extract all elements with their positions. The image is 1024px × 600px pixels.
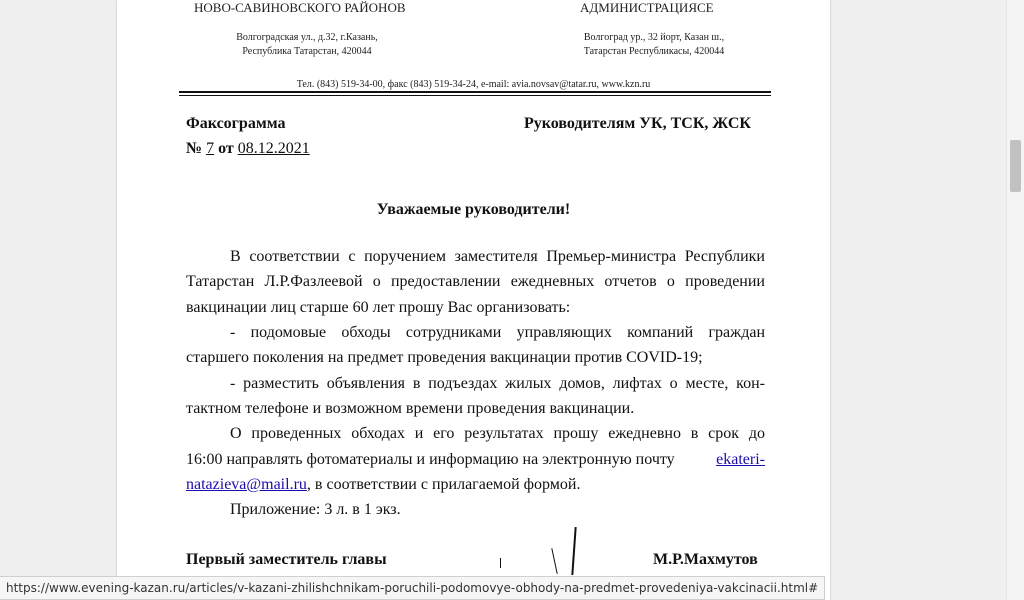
- address-right: [554, 31, 754, 59]
- greeting: Уважаемые руководители!: [376, 201, 571, 218]
- letterhead-contacts: Тел. (843) 519-34-00, факс (843) 519-34-24, e-mail: avia.novsav@tatar.ru, www.kzn.ru: [296, 79, 651, 90]
- attachment-note: Приложение: 3 л. в 1 экз.: [230, 501, 401, 518]
- document-page: [117, 0, 830, 600]
- fax-number: 7: [206, 140, 215, 157]
- paragraph-1-line-3: вакцинации лиц старше 60 лет прошу Вас организовать:: [186, 299, 571, 316]
- address-left: [207, 31, 407, 59]
- address-right-line-1: Волгоград ур., 32 йорт, Казан ш.,: [583, 32, 725, 43]
- signatory-position: Первый заместитель главы: [186, 551, 387, 568]
- fax-date-prefix: от: [218, 140, 234, 157]
- letterhead-org-right: АДМИНИСТРАЦИЯСЕ: [580, 0, 714, 15]
- paragraph-1-line-1: В соответствии с поручением заместителя Премьер-министра Республики: [230, 248, 765, 265]
- address-left-line-2: Республика Татарстан, 420044: [242, 46, 372, 57]
- letterhead-rule: [179, 91, 771, 93]
- paragraph-3-line-2: тактном телефоне и возможном времени проведения вакцинации.: [186, 400, 635, 417]
- paragraph-2-line-2: старшего поколения на предмет проведения вакцинации против COVID-19;: [186, 349, 703, 366]
- paragraph-2-line-1: - подомовые обходы сотрудниками управляющих компаний граждан: [230, 324, 765, 341]
- signature-stroke: [571, 527, 576, 575]
- status-bar-url: https://www.evening-kazan.ru/articles/v-kazani-zhilishchnikam-poruchili-podomovye-obhody-na-predmet-provedeniya-vakcinacii.html#: [0, 576, 825, 600]
- address-right-line-2: Татарстан Республикасы, 420044: [583, 46, 725, 57]
- letterhead-org-left: НОВО-САВИНОВСКОГО РАЙОНОВ: [194, 0, 406, 15]
- paragraph-1-line-2: Татарстан Л.Р.Фазлеевой о предоставлении ежедневных отчетов о проведении: [186, 273, 765, 290]
- paragraph-4-line-1: О проведенных обходах и его результатах прошу ежедневно в срок до: [230, 425, 765, 442]
- fax-recipient: Руководителям УК, ТСК, ЖСК: [524, 115, 752, 132]
- signature-stroke-2: [551, 548, 557, 574]
- signatory-name: М.Р.Махмутов: [653, 551, 758, 568]
- paragraph-3-line-1: - разместить объявления в подъездах жилых домов, лифтах о месте, кон-: [230, 375, 765, 392]
- paragraph-4-line-3: [186, 472, 580, 497]
- fax-date: 08.12.2021: [237, 140, 310, 157]
- fax-number-sign: №: [186, 140, 203, 157]
- paragraph-4-line-2: [186, 447, 765, 472]
- email-link-part-1[interactable]: ekateri-: [716, 451, 765, 468]
- paragraph-4-line-2-text: 16:00 направлять фотоматериалы и информацию на электронную почту: [186, 451, 675, 468]
- paragraph-4-line-3-rest: , в соответствии с прилагаемой формой.: [306, 476, 581, 493]
- fax-number-line: [186, 136, 310, 161]
- fax-title: Факсограмма: [186, 115, 286, 132]
- email-link-part-2[interactable]: natazieva@mail.ru: [186, 476, 307, 493]
- signature-mark: [500, 558, 501, 568]
- vertical-scrollbar[interactable]: [1006, 0, 1024, 600]
- address-left-line-1: Волгоградская ул., д.32, г.Казань,: [236, 32, 378, 43]
- scrollbar-thumb[interactable]: [1010, 140, 1021, 192]
- letterhead-rule-thin: [179, 95, 771, 96]
